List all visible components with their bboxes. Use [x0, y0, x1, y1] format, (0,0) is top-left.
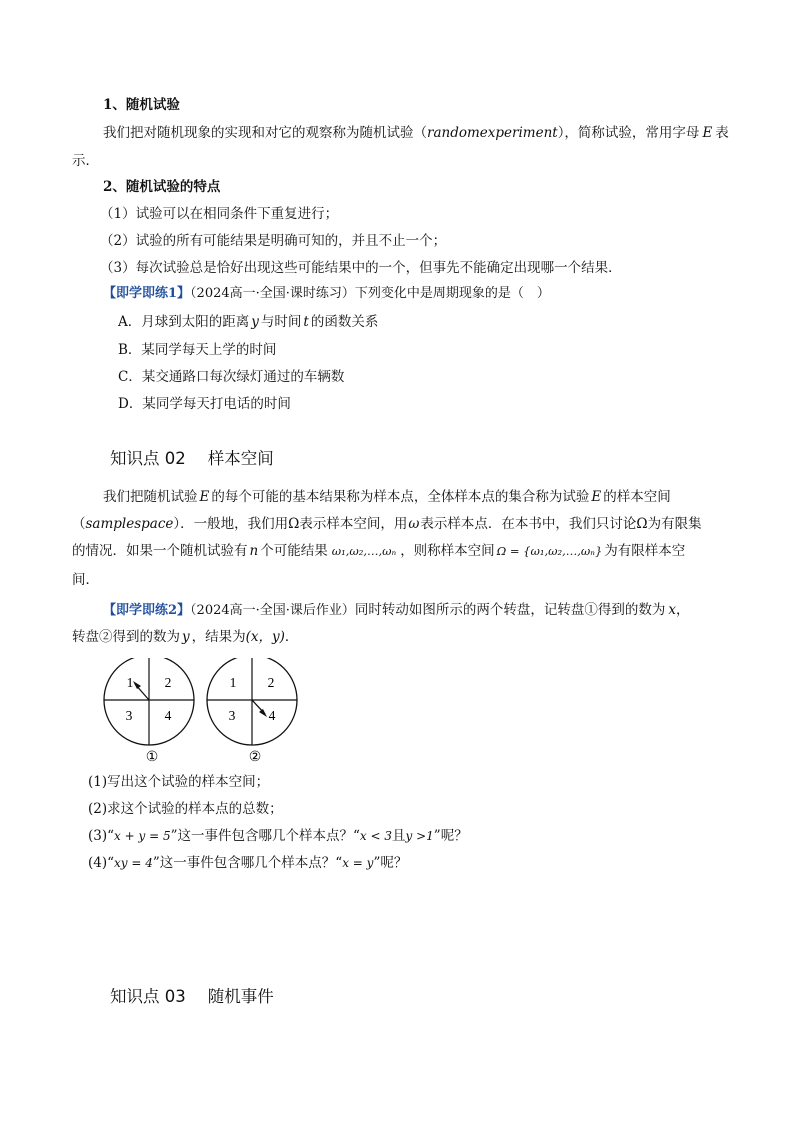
dial-1-number-3: 3	[125, 708, 133, 723]
q3-cond1: x < 3	[359, 829, 392, 843]
option-a-y: y	[251, 314, 259, 330]
exercise-2-q3	[88, 826, 468, 846]
option-d: D．某同学每天打电话的时间	[118, 396, 291, 412]
def-term: randomexperiment	[427, 125, 558, 141]
spinner-dials-figure	[95, 658, 310, 768]
exercise-2-text-2a: 转盘②得到的数为	[72, 629, 180, 645]
kp02-p2-a: （	[72, 516, 86, 532]
exercise-2-q1: (1)写出这个试验的样本空间；	[88, 774, 270, 790]
kp02-p3-c: ，则称样本空间	[400, 543, 495, 559]
option-b: B．某同学每天上学的时间	[118, 342, 277, 358]
kp02-p3-b: 个可能结果	[260, 543, 328, 559]
exercise-2-source: （2024高一·全国·课后作业）	[190, 603, 355, 618]
spinner-dial-1	[104, 658, 194, 745]
def-text-b: ），简称试验，常用字母	[557, 125, 700, 141]
kp02-name: 样本空间	[207, 449, 274, 468]
option-c: C．某交通路口每次绿灯通过的车辆数	[118, 369, 345, 385]
kp02-p3-a: 的情况．如果一个随机试验有	[72, 543, 248, 559]
exercise-2-text-1-end: ，	[676, 602, 690, 618]
kp02-p2-b: ）．一般地，我们用Ω表示样本空间，用	[173, 516, 408, 532]
kp02-p1-c: 的样本空间	[603, 489, 671, 505]
kp02-paragraph-line-4: 间．	[72, 572, 99, 588]
q3-eq: x + y = 5	[114, 829, 171, 843]
option-a-mid: 与时间	[260, 314, 302, 330]
def-text-c: 表	[715, 125, 729, 141]
section-1-definition	[103, 123, 729, 143]
dial-2-number-3: 3	[228, 708, 236, 723]
spinner-dial-2	[207, 658, 297, 745]
q3-b: ”这一事件包含哪几个样本点？“	[170, 828, 360, 844]
option-a-post: 的函数关系	[310, 314, 379, 330]
kp02-p3-d: 为有限样本空	[604, 543, 686, 559]
exercise-2-text-2c: ．	[284, 629, 299, 645]
kp02-number: 知识点 02	[110, 449, 186, 468]
q3-a: (3)“	[88, 828, 115, 844]
feature-item-2: （2）试验的所有可能结果是明确可知的，并且不止一个；	[100, 233, 447, 249]
def-text-a: 我们把对随机现象的实现和对它的观察称为随机试验（	[103, 125, 427, 141]
dial-2-number-4: 4	[268, 708, 276, 723]
option-a	[118, 312, 378, 332]
exercise-2-line-1	[103, 600, 690, 621]
exercise-2-q2: (2)求这个试验的样本点的总数；	[88, 801, 283, 817]
knowledge-point-02-heading	[110, 449, 274, 469]
dial-1-number-4: 4	[164, 708, 172, 723]
dial-1-label: ①	[145, 750, 159, 765]
exercise-1-source: （2024高一·全国·课时练习）	[190, 286, 355, 301]
q4-b: ”这一事件包含哪几个样本点？“	[152, 855, 343, 871]
dial-2-number-1: 1	[229, 675, 237, 690]
exercise-2-x: x	[668, 602, 677, 618]
kp02-paragraph-line-3	[72, 541, 685, 561]
kp02-paragraph-line-2	[72, 514, 702, 534]
q4-c: ”呢？	[373, 855, 408, 871]
exercise-2-y: y	[182, 629, 190, 645]
kp02-p1-e2: E	[591, 489, 602, 505]
exercise-2-text-1: 同时转动如图所示的两个转盘，记转盘①得到的数为	[354, 602, 666, 618]
exercise-1-stem: 下列变化中是周期现象的是（ ）	[354, 286, 550, 301]
dial-2-label: ②	[248, 750, 262, 765]
kp02-p1-e: E	[199, 489, 210, 505]
kp02-p2-c: 表示样本点．在本书中，我们只讨论Ω为有限集	[420, 516, 702, 532]
section-2-title: 2、随机试验的特点	[103, 179, 221, 195]
section-1-title: 1、随机试验	[103, 97, 180, 113]
exercise-2-q4	[88, 853, 407, 873]
kp03-name: 随机事件	[207, 987, 274, 1006]
exercise-2-tag: 【即学即练2】	[103, 603, 191, 618]
kp02-p3-seq: ω₁,ω₂,…,ωₙ	[331, 544, 397, 558]
exercise-2-text-2b: ，结果为	[191, 629, 246, 645]
kp02-p3-set: Ω = {ω₁,ω₂,…,ωₙ}	[496, 544, 603, 558]
kp02-p1-b: 的每个可能的基本结果称为样本点，全体样本点的集合称为试验	[211, 489, 590, 505]
q4-eq2: x = y	[342, 856, 374, 870]
option-a-t: t	[303, 314, 309, 330]
dial-1-number-1: 1	[126, 675, 134, 690]
dial-1-number-2: 2	[164, 675, 172, 690]
knowledge-point-03-heading	[110, 987, 274, 1007]
kp02-p2-omega: ω	[408, 516, 420, 532]
section-1-definition-cont: 示．	[72, 153, 99, 169]
q3-and: 且	[392, 828, 406, 844]
dial-2-number-2: 2	[267, 675, 275, 690]
dial-1-pointer-arrowhead	[133, 681, 141, 689]
exercise-1-question	[103, 284, 550, 304]
kp03-number: 知识点 03	[110, 987, 186, 1006]
exercise-2-line-2	[72, 627, 298, 647]
q4-eq: xy = 4	[114, 856, 153, 870]
exercise-1-tag: 【即学即练1】	[103, 286, 191, 301]
feature-item-3: （3）每次试验总是恰好出现这些可能结果中的一个，但事先不能确定出现哪一个结果．	[100, 260, 622, 276]
feature-item-1: （1）试验可以在相同条件下重复进行；	[100, 206, 339, 222]
option-a-text: A．月球到太阳的距离	[118, 314, 250, 330]
kp02-p1-a: 我们把随机试验	[103, 489, 198, 505]
kp02-p3-n: n	[249, 543, 259, 559]
q3-cond2: y >1	[405, 829, 434, 843]
dial-2-pointer-arrowhead	[259, 709, 267, 717]
kp02-p2-term: samplespace	[85, 516, 174, 532]
exercise-2-pair: (x，y)	[245, 629, 285, 645]
kp02-paragraph-line-1	[103, 487, 671, 507]
def-letter: E	[702, 125, 713, 141]
q3-c: ”呢？	[433, 828, 468, 844]
q4-a: (4)“	[88, 855, 115, 871]
